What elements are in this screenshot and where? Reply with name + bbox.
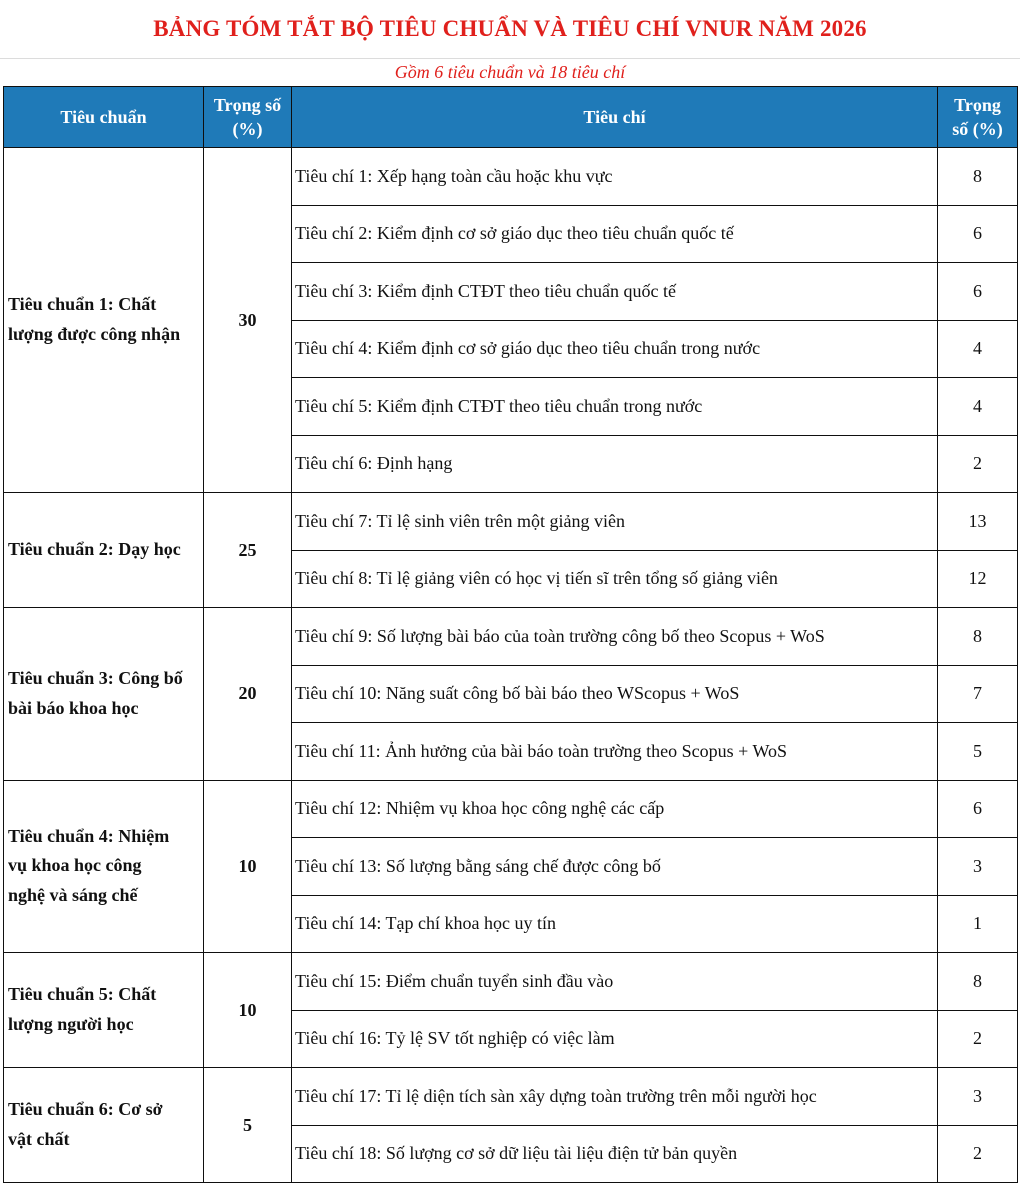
- criterion-label: Tiêu chí 15: Điểm chuẩn tuyển sinh đầu vào: [292, 953, 938, 1011]
- criterion-weight: 3: [938, 1068, 1018, 1126]
- header-standard: Tiêu chuẩn: [4, 87, 204, 148]
- criterion-label: Tiêu chí 2: Kiểm định cơ sở giáo dục theo tiêu chuẩn quốc tế: [292, 205, 938, 263]
- criterion-label: Tiêu chí 3: Kiểm định CTĐT theo tiêu chuẩn quốc tế: [292, 263, 938, 321]
- criterion-label: Tiêu chí 10: Năng suất công bố bài báo theo WScopus + WoS: [292, 665, 938, 723]
- standard-weight: 25: [204, 493, 292, 608]
- criterion-weight: 2: [938, 1010, 1018, 1068]
- standard-weight: 10: [204, 780, 292, 953]
- criterion-weight: 3: [938, 838, 1018, 896]
- page-subtitle: Gồm 6 tiêu chuẩn và 18 tiêu chí: [394, 61, 626, 82]
- table-row: [4, 780, 1018, 838]
- criterion-weight: 6: [938, 205, 1018, 263]
- header-criterion: Tiêu chí: [292, 87, 938, 148]
- criterion-weight: 2: [938, 435, 1018, 493]
- standard-name: Tiêu chuẩn 3: Công bố bài báo khoa học: [4, 608, 204, 781]
- criterion-weight: 6: [938, 263, 1018, 321]
- standard-name: Tiêu chuẩn 5: Chất lượng người học: [4, 953, 204, 1068]
- criterion-label: Tiêu chí 5: Kiểm định CTĐT theo tiêu chuẩn trong nước: [292, 378, 938, 436]
- standard-weight: 10: [204, 953, 292, 1068]
- table-row: [4, 493, 1018, 551]
- standard-weight: 30: [204, 148, 292, 493]
- criterion-label: Tiêu chí 14: Tạp chí khoa học uy tín: [292, 895, 938, 953]
- standard-name: Tiêu chuẩn 4: Nhiệm vụ khoa học công nghệ và sáng chế: [4, 780, 204, 953]
- criterion-weight: 8: [938, 953, 1018, 1011]
- criterion-weight: 5: [938, 723, 1018, 781]
- criterion-label: Tiêu chí 6: Định hạng: [292, 435, 938, 493]
- criterion-label: Tiêu chí 18: Số lượng cơ sở dữ liệu tài liệu điện tử bản quyền: [292, 1125, 938, 1183]
- criterion-label: Tiêu chí 16: Tỷ lệ SV tốt nghiệp có việc làm: [292, 1010, 938, 1068]
- standard-weight: 5: [204, 1068, 292, 1183]
- criterion-label: Tiêu chí 8: Tỉ lệ giảng viên có học vị tiến sĩ trên tổng số giảng viên: [292, 550, 938, 608]
- criterion-weight: 4: [938, 378, 1018, 436]
- standard-name: Tiêu chuẩn 6: Cơ sở vật chất: [4, 1068, 204, 1183]
- table-row: [4, 148, 1018, 206]
- criterion-weight: 4: [938, 320, 1018, 378]
- criterion-label: Tiêu chí 12: Nhiệm vụ khoa học công nghệ các cấp: [292, 780, 938, 838]
- page-title: BẢNG TÓM TẮT BỘ TIÊU CHUẨN VÀ TIÊU CHÍ VNUR NĂM 2026: [0, 0, 1020, 59]
- criterion-weight: 8: [938, 148, 1018, 206]
- criterion-label: Tiêu chí 4: Kiểm định cơ sở giáo dục theo tiêu chuẩn trong nước: [292, 320, 938, 378]
- header-criterion-weight: Trọng số (%): [938, 87, 1018, 148]
- standard-weight: 20: [204, 608, 292, 781]
- table-row: [4, 608, 1018, 666]
- header-standard-weight: Trọng số (%): [204, 87, 292, 148]
- criterion-weight: 2: [938, 1125, 1018, 1183]
- criterion-weight: 8: [938, 608, 1018, 666]
- standard-name: Tiêu chuẩn 1: Chất lượng được công nhận: [4, 148, 204, 493]
- criterion-label: Tiêu chí 9: Số lượng bài báo của toàn trường công bố theo Scopus + WoS: [292, 608, 938, 666]
- criterion-label: Tiêu chí 7: Tỉ lệ sinh viên trên một giảng viên: [292, 493, 938, 551]
- table-row: [4, 1068, 1018, 1126]
- standard-name: Tiêu chuẩn 2: Dạy học: [4, 493, 204, 608]
- criterion-weight: 1: [938, 895, 1018, 953]
- table-header-row: [4, 87, 1018, 148]
- criterion-weight: 6: [938, 780, 1018, 838]
- criterion-weight: 7: [938, 665, 1018, 723]
- standards-table: [3, 86, 1018, 1183]
- criterion-weight: 13: [938, 493, 1018, 551]
- criterion-weight: 12: [938, 550, 1018, 608]
- criterion-label: Tiêu chí 17: Tỉ lệ diện tích sàn xây dựng toàn trường trên mỗi người học: [292, 1068, 938, 1126]
- criterion-label: Tiêu chí 13: Số lượng bằng sáng chế được công bố: [292, 838, 938, 896]
- criterion-label: Tiêu chí 11: Ảnh hưởng của bài báo toàn trường theo Scopus + WoS: [292, 723, 938, 781]
- table-row: [4, 953, 1018, 1011]
- criterion-label: Tiêu chí 1: Xếp hạng toàn cầu hoặc khu vực: [292, 148, 938, 206]
